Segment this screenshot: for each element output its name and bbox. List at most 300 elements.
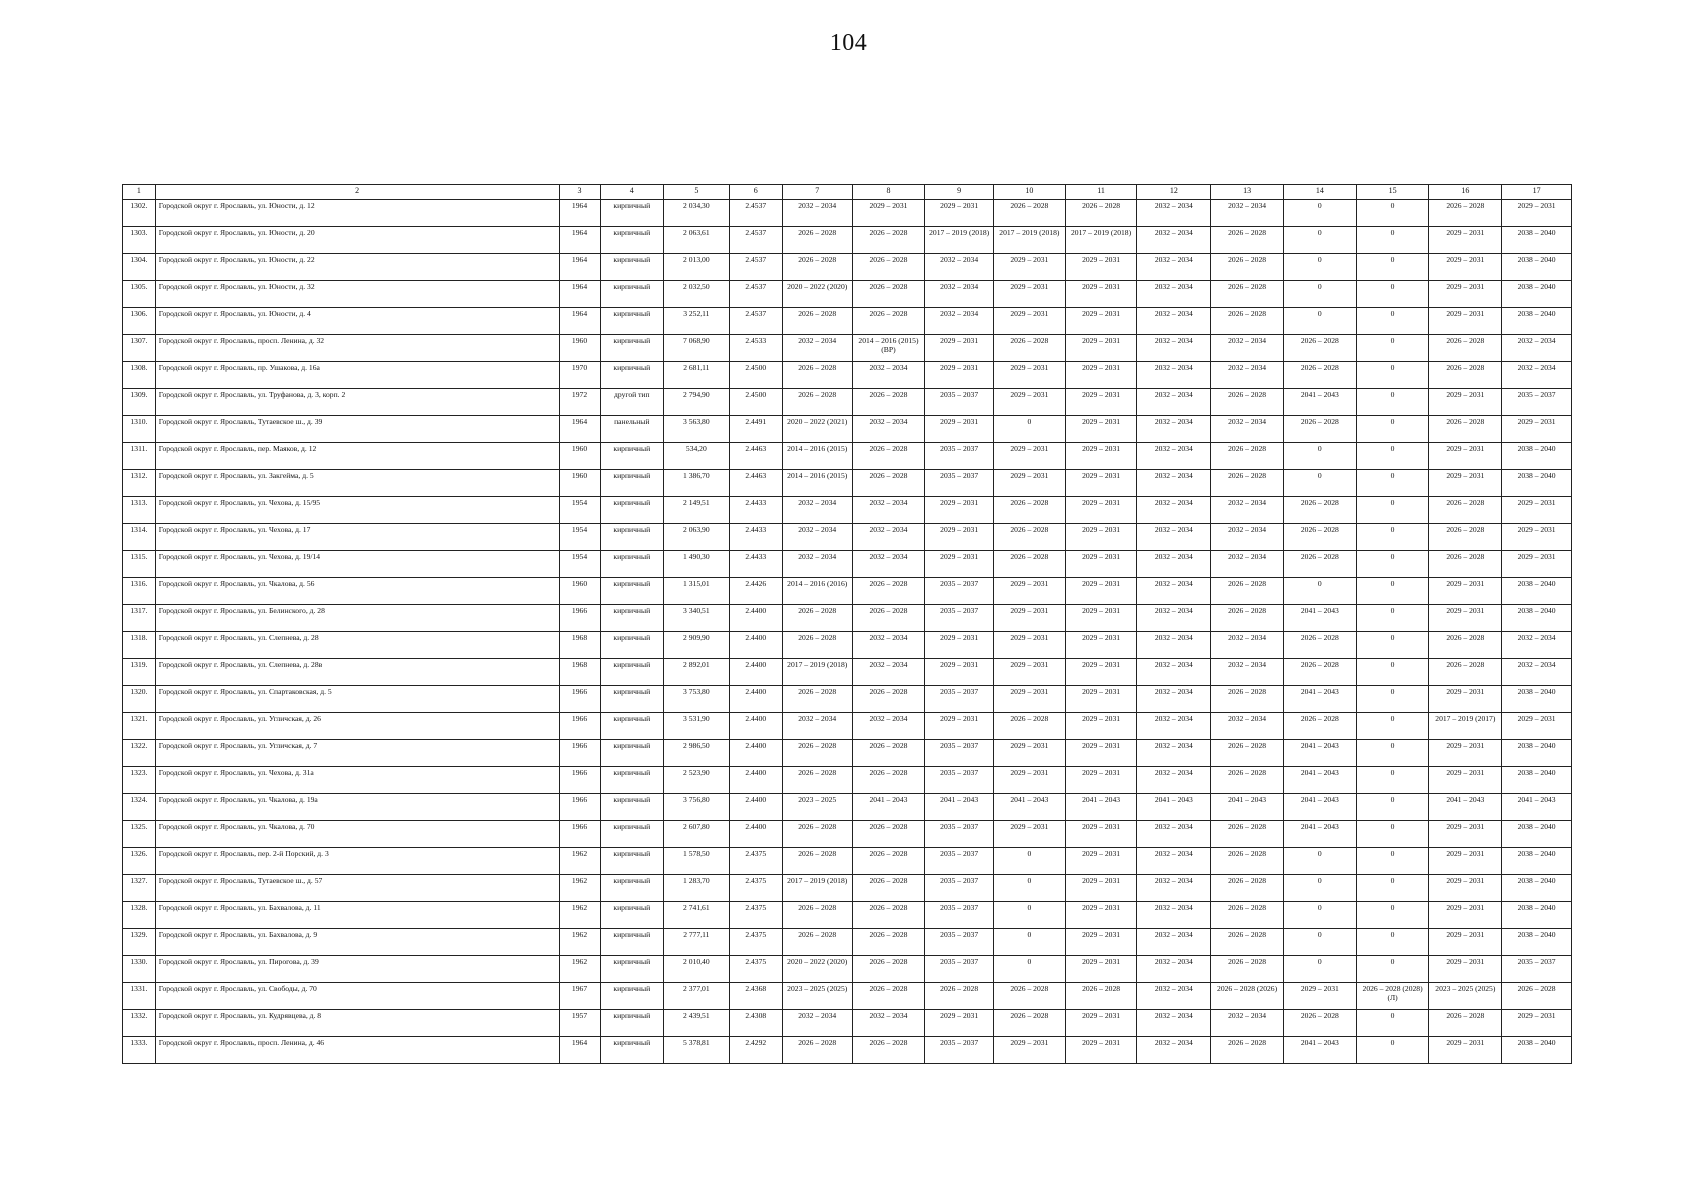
table-cell: 2026 – 2028 xyxy=(782,632,852,659)
table-cell: кирпичный xyxy=(600,659,664,686)
table-cell: 2 777,11 xyxy=(664,929,730,956)
address-cell: Городской округ г. Ярославль, пер. 2-й Порский, д. 3 xyxy=(155,848,559,875)
column-header: 12 xyxy=(1137,185,1211,200)
table-cell: 2 377,01 xyxy=(664,983,730,1010)
table-cell: 2 063,61 xyxy=(664,227,730,254)
table-cell: 2029 – 2031 xyxy=(925,632,994,659)
table-cell: 2038 – 2040 xyxy=(1502,740,1572,767)
table-cell: 2038 – 2040 xyxy=(1502,848,1572,875)
row-number-cell: 1314. xyxy=(123,524,156,551)
table-cell: 1962 xyxy=(559,848,600,875)
table-cell: 2029 – 2031 xyxy=(925,335,994,362)
table-cell: 2029 – 2031 xyxy=(1065,929,1137,956)
address-cell: Городской округ г. Ярославль, ул. Труфанова, д. 3, корп. 2 xyxy=(155,389,559,416)
table-cell: 2026 – 2028 xyxy=(782,929,852,956)
column-header: 1 xyxy=(123,185,156,200)
table-cell: 2035 – 2037 xyxy=(925,443,994,470)
table-cell: 2026 – 2028 xyxy=(782,740,852,767)
table-cell: 2029 – 2031 xyxy=(1065,686,1137,713)
address-cell: Городской округ г. Ярославль, ул. Белинского, д. 28 xyxy=(155,605,559,632)
table-cell: 2029 – 2031 xyxy=(993,281,1065,308)
table-cell: 2 607,80 xyxy=(664,821,730,848)
row-number-cell: 1330. xyxy=(123,956,156,983)
table-cell: 2035 – 2037 xyxy=(925,956,994,983)
table-cell: 2032 – 2034 xyxy=(1211,713,1284,740)
table-cell: 2023 – 2025 (2025) xyxy=(1429,983,1502,1010)
table-cell: 0 xyxy=(1356,875,1429,902)
table-cell: 2032 – 2034 xyxy=(1137,497,1211,524)
table-cell: 2026 – 2028 xyxy=(1283,362,1356,389)
row-number-cell: 1307. xyxy=(123,335,156,362)
table-cell: 1962 xyxy=(559,929,600,956)
table-cell: 2029 – 2031 xyxy=(1065,740,1137,767)
table-cell: 1964 xyxy=(559,1037,600,1064)
table-cell: 2026 – 2028 xyxy=(852,443,925,470)
table-cell: 2032 – 2034 xyxy=(1137,983,1211,1010)
table-cell: 0 xyxy=(993,848,1065,875)
table-cell: 2026 – 2028 xyxy=(1065,983,1137,1010)
table-cell: 2026 – 2028 xyxy=(1211,389,1284,416)
table-cell: 2029 – 2031 xyxy=(1065,551,1137,578)
table-cell: кирпичный xyxy=(600,740,664,767)
table-cell: 2032 – 2034 xyxy=(1502,632,1572,659)
table-cell: 2029 – 2031 xyxy=(1429,389,1502,416)
table-cell: 0 xyxy=(1356,821,1429,848)
table-row xyxy=(123,1010,1572,1037)
table-cell: 2.4537 xyxy=(729,227,782,254)
table-cell: 2041 – 2043 xyxy=(993,794,1065,821)
table-cell: 1966 xyxy=(559,605,600,632)
table-cell: 2.4292 xyxy=(729,1037,782,1064)
table-cell: 1966 xyxy=(559,821,600,848)
column-header: 2 xyxy=(155,185,559,200)
table-cell: 2026 – 2028 xyxy=(1211,821,1284,848)
table-cell: 2041 – 2043 xyxy=(1502,794,1572,821)
table-cell: 2026 – 2028 xyxy=(993,551,1065,578)
table-cell: 2026 – 2028 xyxy=(852,254,925,281)
table-cell: 2.4433 xyxy=(729,497,782,524)
table-cell: 2032 – 2034 xyxy=(1211,200,1284,227)
table-cell: 2026 – 2028 xyxy=(852,389,925,416)
table-cell: кирпичный xyxy=(600,1010,664,1037)
table-cell: 2032 – 2034 xyxy=(1137,821,1211,848)
table-row xyxy=(123,875,1572,902)
table-cell: 2.4537 xyxy=(729,308,782,335)
table-cell: 2035 – 2037 xyxy=(1502,956,1572,983)
table-cell: 0 xyxy=(1283,200,1356,227)
table-cell: 2029 – 2031 xyxy=(1065,1037,1137,1064)
table-cell: кирпичный xyxy=(600,551,664,578)
address-cell: Городской округ г. Ярославль, ул. Чкалова, д. 19а xyxy=(155,794,559,821)
table-cell: 2026 – 2028 xyxy=(1283,1010,1356,1037)
table-cell: 0 xyxy=(1356,929,1429,956)
address-cell: Городской округ г. Ярославль, Тутаевское ш., д. 57 xyxy=(155,875,559,902)
table-cell: 2026 – 2028 xyxy=(782,686,852,713)
table-row xyxy=(123,443,1572,470)
row-number-cell: 1325. xyxy=(123,821,156,848)
table-cell: 2026 – 2028 xyxy=(1429,1010,1502,1037)
address-cell: Городской округ г. Ярославль, просп. Ленина, д. 32 xyxy=(155,335,559,362)
table-cell: 2038 – 2040 xyxy=(1502,686,1572,713)
table-cell: 2029 – 2031 xyxy=(993,470,1065,497)
table-cell: 3 340,51 xyxy=(664,605,730,632)
table-cell: 0 xyxy=(1356,848,1429,875)
table-cell: кирпичный xyxy=(600,632,664,659)
table-cell: 2026 – 2028 xyxy=(852,875,925,902)
table-cell: 2.4533 xyxy=(729,335,782,362)
table-cell: 2026 – 2028 xyxy=(852,578,925,605)
address-cell: Городской округ г. Ярославль, ул. Чкалова, д. 56 xyxy=(155,578,559,605)
table-cell: 1960 xyxy=(559,470,600,497)
table-cell: 2 034,30 xyxy=(664,200,730,227)
table-cell: 2029 – 2031 xyxy=(1502,1010,1572,1037)
table-cell: 2032 – 2034 xyxy=(852,632,925,659)
table-cell: 1964 xyxy=(559,227,600,254)
table-cell: кирпичный xyxy=(600,524,664,551)
table-cell: 2026 – 2028 xyxy=(1211,929,1284,956)
table-cell: 0 xyxy=(993,875,1065,902)
table-cell: кирпичный xyxy=(600,794,664,821)
table-cell: 3 756,80 xyxy=(664,794,730,821)
table-cell: кирпичный xyxy=(600,713,664,740)
table-cell: 2026 – 2028 xyxy=(993,1010,1065,1037)
table-cell: 2029 – 2031 xyxy=(993,767,1065,794)
table-cell: 2026 – 2028 xyxy=(1065,200,1137,227)
table-cell: 0 xyxy=(1356,713,1429,740)
table-cell: 2014 – 2016 (2015) xyxy=(782,470,852,497)
table-cell: 2038 – 2040 xyxy=(1502,605,1572,632)
table-cell: 2026 – 2028 xyxy=(782,362,852,389)
row-number-cell: 1331. xyxy=(123,983,156,1010)
table-cell: 1966 xyxy=(559,767,600,794)
table-cell: 2032 – 2034 xyxy=(1137,902,1211,929)
table-cell: 2032 – 2034 xyxy=(1137,848,1211,875)
table-cell: 2026 – 2028 xyxy=(852,902,925,929)
table-cell: 2029 – 2031 xyxy=(1429,281,1502,308)
table-cell: 2032 – 2034 xyxy=(925,254,994,281)
table-cell: 2026 – 2028 xyxy=(852,605,925,632)
table-cell: кирпичный xyxy=(600,281,664,308)
row-number-cell: 1323. xyxy=(123,767,156,794)
table-cell: 0 xyxy=(1283,308,1356,335)
table-cell: 1964 xyxy=(559,281,600,308)
table-cell: 2041 – 2043 xyxy=(1283,821,1356,848)
table-cell: 2026 – 2028 xyxy=(1283,659,1356,686)
table-cell: 2026 – 2028 xyxy=(1211,956,1284,983)
table-cell: 2032 – 2034 xyxy=(1137,200,1211,227)
table-cell: 2032 – 2034 xyxy=(1137,389,1211,416)
table-cell: 2041 – 2043 xyxy=(852,794,925,821)
table-cell: 2029 – 2031 xyxy=(1065,1010,1137,1037)
table-cell: 2032 – 2034 xyxy=(1137,605,1211,632)
table-cell: 2029 – 2031 xyxy=(1502,524,1572,551)
table-cell: 2026 – 2028 xyxy=(993,200,1065,227)
table-cell: 2020 – 2022 (2021) xyxy=(782,416,852,443)
table-cell: 2 741,61 xyxy=(664,902,730,929)
table-cell: 2032 – 2034 xyxy=(1137,1037,1211,1064)
table-cell: 2029 – 2031 xyxy=(1065,254,1137,281)
table-cell: 2026 – 2028 xyxy=(1429,524,1502,551)
table-cell: 2026 – 2028 xyxy=(1429,362,1502,389)
table-cell: 1966 xyxy=(559,740,600,767)
table-cell: 2032 – 2034 xyxy=(1211,659,1284,686)
table-cell: 2041 – 2043 xyxy=(1283,686,1356,713)
table-cell: 2.4368 xyxy=(729,983,782,1010)
table-cell: 2026 – 2028 xyxy=(852,470,925,497)
table-row xyxy=(123,497,1572,524)
table-cell: 2032 – 2034 xyxy=(1137,632,1211,659)
table-cell: 2029 – 2031 xyxy=(1429,686,1502,713)
table-cell: 2026 – 2028 xyxy=(782,605,852,632)
table-cell: 2032 – 2034 xyxy=(1137,578,1211,605)
table-cell: 2032 – 2034 xyxy=(1137,281,1211,308)
table-cell: 2 681,11 xyxy=(664,362,730,389)
table-cell: 2029 – 2031 xyxy=(993,443,1065,470)
table-cell: 2026 – 2028 xyxy=(782,308,852,335)
row-number-cell: 1333. xyxy=(123,1037,156,1064)
table-row xyxy=(123,416,1572,443)
table-row xyxy=(123,335,1572,362)
table-cell: 2029 – 2031 xyxy=(1065,956,1137,983)
table-row xyxy=(123,470,1572,497)
table-cell: 0 xyxy=(1356,416,1429,443)
table-cell: 2029 – 2031 xyxy=(925,200,994,227)
address-cell: Городской округ г. Ярославль, ул. Пирогова, д. 39 xyxy=(155,956,559,983)
table-row xyxy=(123,956,1572,983)
table-cell: 1970 xyxy=(559,362,600,389)
table-cell: 2026 – 2028 xyxy=(1283,524,1356,551)
address-cell: Городской округ г. Ярославль, ул. Чехова, д. 19/14 xyxy=(155,551,559,578)
table-cell: 2032 – 2034 xyxy=(1137,227,1211,254)
table-cell: 0 xyxy=(1356,632,1429,659)
table-cell: 2026 – 2028 xyxy=(1429,335,1502,362)
table-cell: 2032 – 2034 xyxy=(1137,524,1211,551)
table-cell: 2026 – 2028 xyxy=(852,929,925,956)
table-cell: 2026 – 2028 (2026) xyxy=(1211,983,1284,1010)
table-cell: 2038 – 2040 xyxy=(1502,875,1572,902)
table-cell: 2035 – 2037 xyxy=(925,848,994,875)
table-cell: 2 794,90 xyxy=(664,389,730,416)
table-cell: 2038 – 2040 xyxy=(1502,929,1572,956)
row-number-cell: 1302. xyxy=(123,200,156,227)
table-cell: 2032 – 2034 xyxy=(782,1010,852,1037)
table-cell: 2032 – 2034 xyxy=(1211,335,1284,362)
table-cell: 2026 – 2028 xyxy=(1283,551,1356,578)
table-cell: 1966 xyxy=(559,713,600,740)
column-header: 6 xyxy=(729,185,782,200)
table-cell: 2035 – 2037 xyxy=(1502,389,1572,416)
table-cell: 2026 – 2028 xyxy=(782,389,852,416)
table-cell: 1960 xyxy=(559,443,600,470)
table-cell: 2017 – 2019 (2018) xyxy=(1065,227,1137,254)
table-cell: кирпичный xyxy=(600,848,664,875)
table-cell: 2032 – 2034 xyxy=(1211,524,1284,551)
table-cell: 0 xyxy=(1356,497,1429,524)
table-cell: 2029 – 2031 xyxy=(1065,821,1137,848)
table-cell: 2032 – 2034 xyxy=(1137,335,1211,362)
table-cell: 2026 – 2028 xyxy=(1283,416,1356,443)
table-cell: 2029 – 2031 xyxy=(1429,443,1502,470)
table-cell: 2026 – 2028 xyxy=(1211,281,1284,308)
table-cell: 2.4400 xyxy=(729,713,782,740)
table-cell: 2035 – 2037 xyxy=(925,740,994,767)
table-row xyxy=(123,713,1572,740)
row-number-cell: 1324. xyxy=(123,794,156,821)
table-cell: 2026 – 2028 xyxy=(852,767,925,794)
table-cell: 2026 – 2028 xyxy=(993,713,1065,740)
table-cell: 2029 – 2031 xyxy=(1429,767,1502,794)
column-header: 14 xyxy=(1283,185,1356,200)
table-cell: 2026 – 2028 xyxy=(782,821,852,848)
table-cell: 1 578,50 xyxy=(664,848,730,875)
table-cell: 2041 – 2043 xyxy=(1283,740,1356,767)
table-cell: 2038 – 2040 xyxy=(1502,281,1572,308)
table-cell: 2032 – 2034 xyxy=(1211,416,1284,443)
table-cell: 1962 xyxy=(559,902,600,929)
column-header: 9 xyxy=(925,185,994,200)
table-cell: 2029 – 2031 xyxy=(1065,416,1137,443)
table-cell: 2032 – 2034 xyxy=(782,524,852,551)
address-cell: Городской округ г. Ярославль, просп. Ленина, д. 46 xyxy=(155,1037,559,1064)
table-cell: 2.4400 xyxy=(729,686,782,713)
table-cell: 0 xyxy=(1283,443,1356,470)
table-cell: 2032 – 2034 xyxy=(925,281,994,308)
table-cell: 2026 – 2028 xyxy=(1502,983,1572,1010)
table-row xyxy=(123,902,1572,929)
table-cell: 2032 – 2034 xyxy=(852,416,925,443)
table-cell: 2029 – 2031 xyxy=(993,578,1065,605)
table-cell: 2.4400 xyxy=(729,767,782,794)
address-cell: Городской округ г. Ярославль, пер. Маяков, д. 12 xyxy=(155,443,559,470)
table-cell: 2.4400 xyxy=(729,659,782,686)
table-cell: 2029 – 2031 xyxy=(1065,470,1137,497)
table-cell: 2029 – 2031 xyxy=(1065,632,1137,659)
table-cell: 2038 – 2040 xyxy=(1502,767,1572,794)
table-cell: 2029 – 2031 xyxy=(993,632,1065,659)
column-header: 5 xyxy=(664,185,730,200)
column-header: 3 xyxy=(559,185,600,200)
table-cell: 2026 – 2028 xyxy=(852,1037,925,1064)
table-cell: 2026 – 2028 xyxy=(1283,713,1356,740)
table-cell: 2032 – 2034 xyxy=(1137,416,1211,443)
table-cell: 0 xyxy=(1356,362,1429,389)
table-cell: 2029 – 2031 xyxy=(1502,416,1572,443)
table-cell: 0 xyxy=(1356,335,1429,362)
table-cell: 2038 – 2040 xyxy=(1502,1037,1572,1064)
table-cell: 2026 – 2028 xyxy=(993,983,1065,1010)
row-number-cell: 1316. xyxy=(123,578,156,605)
table-cell: 2.4500 xyxy=(729,389,782,416)
table-cell: кирпичный xyxy=(600,875,664,902)
row-number-cell: 1311. xyxy=(123,443,156,470)
table-cell: 2 439,51 xyxy=(664,1010,730,1037)
table-cell: 2041 – 2043 xyxy=(1283,767,1356,794)
table-cell: 0 xyxy=(1356,308,1429,335)
row-number-cell: 1320. xyxy=(123,686,156,713)
table-cell: 2026 – 2028 xyxy=(852,848,925,875)
table-cell: 0 xyxy=(1283,227,1356,254)
table-cell: 2026 – 2028 xyxy=(1211,686,1284,713)
table-cell: 2023 – 2025 xyxy=(782,794,852,821)
table-cell: 2029 – 2031 xyxy=(1429,470,1502,497)
table-cell: 2035 – 2037 xyxy=(925,875,994,902)
table-cell: 2029 – 2031 xyxy=(1065,713,1137,740)
table-cell: 2032 – 2034 xyxy=(1211,1010,1284,1037)
table-cell: 2038 – 2040 xyxy=(1502,470,1572,497)
table-cell: 1957 xyxy=(559,1010,600,1037)
table-cell: 2017 – 2019 (2018) xyxy=(993,227,1065,254)
table-cell: 2029 – 2031 xyxy=(1429,605,1502,632)
table-cell: 2017 – 2019 (2018) xyxy=(782,659,852,686)
table-cell: 3 753,80 xyxy=(664,686,730,713)
table-cell: 2026 – 2028 xyxy=(852,227,925,254)
table-cell: 2.4433 xyxy=(729,551,782,578)
table-cell: 1954 xyxy=(559,524,600,551)
table-cell: панельный xyxy=(600,416,664,443)
table-cell: 2026 – 2028 (2028) (Л) xyxy=(1356,983,1429,1010)
table-cell: 2026 – 2028 xyxy=(782,848,852,875)
table-cell: 1964 xyxy=(559,200,600,227)
table-cell: 2029 – 2031 xyxy=(1065,281,1137,308)
address-cell: Городской округ г. Ярославль, ул. Юности, д. 22 xyxy=(155,254,559,281)
table-cell: кирпичный xyxy=(600,578,664,605)
address-cell: Городской округ г. Ярославль, ул. Чехова, д. 15/95 xyxy=(155,497,559,524)
table-row xyxy=(123,227,1572,254)
table-cell: 2.4308 xyxy=(729,1010,782,1037)
table-cell: 0 xyxy=(1356,443,1429,470)
table-cell: 2 523,90 xyxy=(664,767,730,794)
table-cell: 2032 – 2034 xyxy=(1137,308,1211,335)
table-cell: 2032 – 2034 xyxy=(1137,767,1211,794)
table-cell: 1962 xyxy=(559,875,600,902)
table-cell: кирпичный xyxy=(600,227,664,254)
table-cell: 2029 – 2031 xyxy=(925,713,994,740)
table-cell: 2029 – 2031 xyxy=(1429,1037,1502,1064)
table-cell: 2029 – 2031 xyxy=(993,821,1065,848)
table-cell: кирпичный xyxy=(600,983,664,1010)
table-cell: другой тип xyxy=(600,389,664,416)
table-cell: 2038 – 2040 xyxy=(1502,443,1572,470)
table-cell: 1972 xyxy=(559,389,600,416)
table-cell: 0 xyxy=(1356,605,1429,632)
table-cell: 2026 – 2028 xyxy=(993,335,1065,362)
table-cell: 2029 – 2031 xyxy=(993,308,1065,335)
row-number-cell: 1317. xyxy=(123,605,156,632)
table-cell: 2029 – 2031 xyxy=(993,389,1065,416)
table-cell: 2020 – 2022 (2020) xyxy=(782,956,852,983)
address-cell: Городской округ г. Ярославль, ул. Закгейма, д. 5 xyxy=(155,470,559,497)
table-cell: 2038 – 2040 xyxy=(1502,821,1572,848)
table-row xyxy=(123,578,1572,605)
table-cell: 2029 – 2031 xyxy=(925,524,994,551)
table-cell: 2029 – 2031 xyxy=(993,362,1065,389)
table-cell: 2032 – 2034 xyxy=(852,524,925,551)
table-row xyxy=(123,605,1572,632)
table-cell: 2032 – 2034 xyxy=(782,335,852,362)
table-row xyxy=(123,200,1572,227)
table-cell: 1968 xyxy=(559,632,600,659)
row-number-cell: 1315. xyxy=(123,551,156,578)
table-cell: 0 xyxy=(1356,956,1429,983)
table-cell: 2041 – 2043 xyxy=(925,794,994,821)
table-cell: 1966 xyxy=(559,794,600,821)
table-cell: 2032 – 2034 xyxy=(1137,551,1211,578)
table-cell: 2026 – 2028 xyxy=(1211,1037,1284,1064)
row-number-cell: 1332. xyxy=(123,1010,156,1037)
table-cell: 2032 – 2034 xyxy=(1137,740,1211,767)
table-cell: 2029 – 2031 xyxy=(1065,497,1137,524)
table-cell: 0 xyxy=(1283,929,1356,956)
